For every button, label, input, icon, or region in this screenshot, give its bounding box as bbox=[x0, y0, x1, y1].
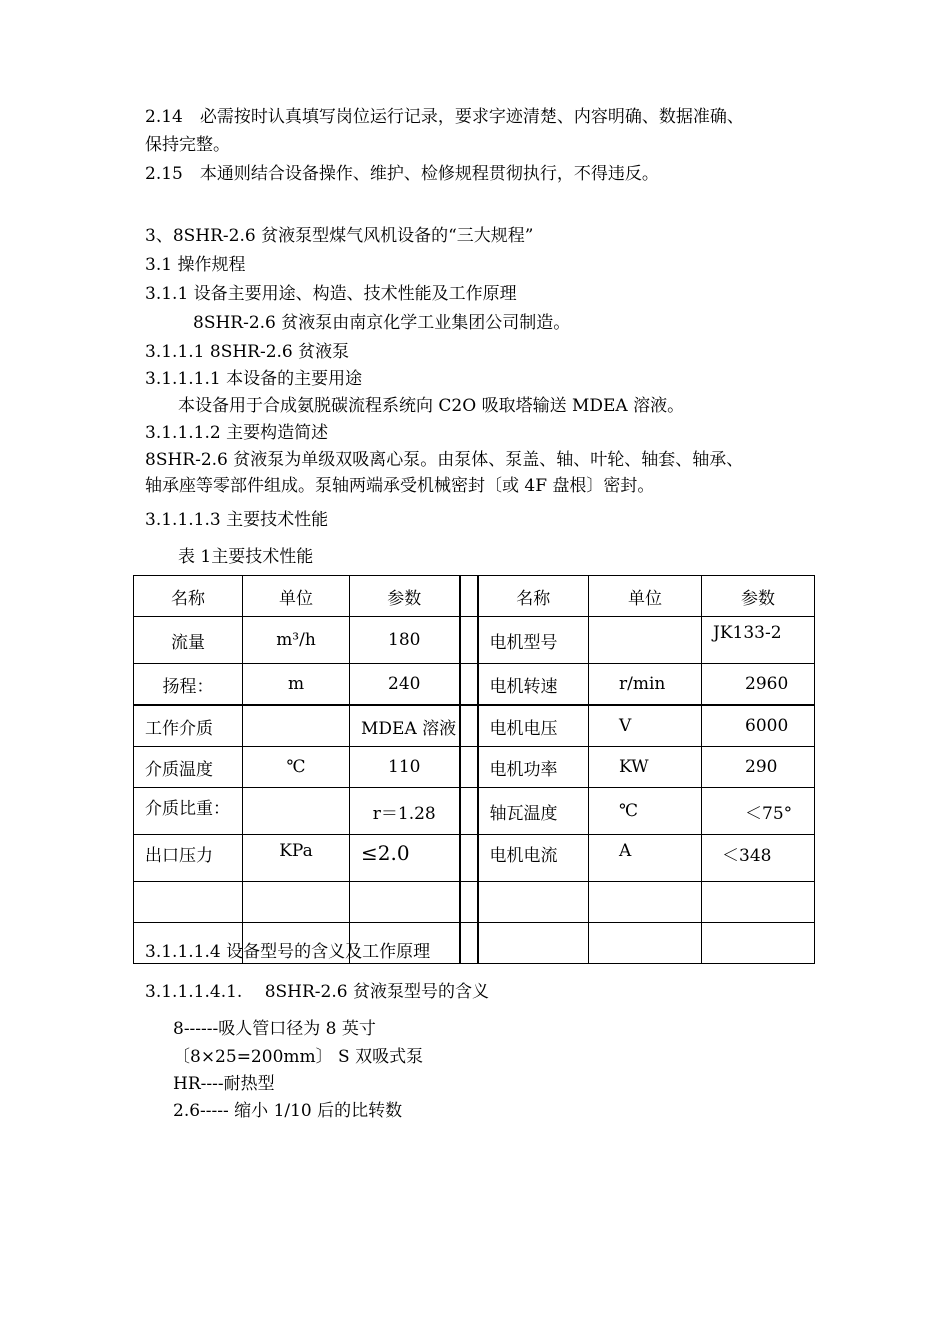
table-header-row bbox=[134, 576, 815, 617]
table-caption: 表 1主要技术性能 bbox=[178, 547, 314, 567]
table-cell: ＜348 bbox=[702, 835, 815, 882]
table-cell bbox=[350, 882, 460, 923]
table-row bbox=[134, 788, 815, 835]
section-3-1-heading: 3.1 操作规程 bbox=[145, 255, 246, 275]
table-gap bbox=[460, 835, 478, 882]
table-cell bbox=[243, 705, 350, 747]
table-cell: ℃ bbox=[589, 788, 702, 835]
table-row bbox=[134, 747, 815, 788]
technical-performance-table bbox=[133, 575, 815, 964]
table-cell: 出口压力 bbox=[134, 835, 243, 882]
table-cell bbox=[243, 882, 350, 923]
table-cell bbox=[702, 923, 815, 964]
table-row bbox=[134, 705, 815, 747]
table-cell: ℃ bbox=[243, 747, 350, 788]
table-gap bbox=[460, 747, 478, 788]
table-cell: 轴瓦温度 bbox=[478, 788, 589, 835]
table-cell: 介质比重： bbox=[134, 788, 243, 835]
table-row bbox=[134, 664, 815, 706]
table-cell: KPa bbox=[243, 835, 350, 882]
table-cell bbox=[478, 882, 589, 923]
table-cell: 电机电压 bbox=[478, 705, 589, 747]
section-3-1-1-heading: 3.1.1 设备主要用途、构造、技术性能及工作原理 bbox=[145, 284, 517, 304]
table-row bbox=[134, 835, 815, 882]
table-gap bbox=[460, 576, 478, 617]
paragraph-2-14-line1: 2.14 必需按时认真填写岗位运行记录，要求字迹清楚、内容明确、数据准确、 bbox=[145, 107, 744, 127]
table-gap bbox=[460, 617, 478, 664]
table-cell bbox=[702, 882, 815, 923]
table-row bbox=[134, 617, 815, 664]
table-cell: r/min bbox=[589, 664, 702, 706]
table-cell: 工作介质 bbox=[134, 705, 243, 747]
section-3-1-1-text: 8SHR-2.6 贫液泵由南京化学工业集团公司制造。 bbox=[193, 313, 571, 333]
model-meaning-line3: HR----耐热型 bbox=[173, 1074, 275, 1094]
table-cell: m bbox=[243, 664, 350, 706]
table-gap bbox=[460, 664, 478, 706]
table-gap bbox=[460, 705, 478, 747]
table-cell: 180 bbox=[350, 617, 460, 664]
table-cell: V bbox=[589, 705, 702, 747]
table-cell: 介质温度 bbox=[134, 747, 243, 788]
table-gap bbox=[460, 882, 478, 923]
header-param-right: 参数 bbox=[702, 576, 815, 617]
section-3-1-1-1-1-text: 本设备用于合成氨脱碳流程系统向 C2O 吸取塔输送 MDEA 溶液。 bbox=[178, 396, 685, 416]
table-cell: 电机转速 bbox=[478, 664, 589, 706]
table-cell bbox=[589, 923, 702, 964]
paragraph-2-14-line2: 保持完整。 bbox=[145, 135, 230, 155]
section-3-1-1-1-4-heading: 3.1.1.1.4 设备型号的含义及工作原理 bbox=[145, 942, 431, 962]
table-cell bbox=[478, 923, 589, 964]
table-cell: 电机电流 bbox=[478, 835, 589, 882]
section-3-1-1-1-2-text-line1: 8SHR-2.6 贫液泵为单级双吸离心泵。由泵体、泵盖、轴、叶轮、轴套、轴承、 bbox=[145, 450, 744, 470]
section-3-1-1-1-4-1-heading: 3.1.1.1.4.1. 8SHR-2.6 贫液泵型号的含义 bbox=[145, 982, 489, 1002]
table-cell: 6000 bbox=[702, 705, 815, 747]
table-gap bbox=[460, 923, 478, 964]
table-cell: m³/h bbox=[243, 617, 350, 664]
table-cell: A bbox=[589, 835, 702, 882]
table-cell: 电机型号 bbox=[478, 617, 589, 664]
section-3-1-1-1-heading: 3.1.1.1 8SHR-2.6 贫液泵 bbox=[145, 342, 350, 362]
section-3-1-1-1-1-heading: 3.1.1.1.1 本设备的主要用途 bbox=[145, 369, 363, 389]
header-name-right: 名称 bbox=[478, 576, 589, 617]
section-3-1-1-1-3-heading: 3.1.1.1.3 主要技术性能 bbox=[145, 510, 329, 530]
table-cell: 2960 bbox=[702, 664, 815, 706]
table-cell: 扬程： bbox=[134, 664, 243, 706]
table-cell: 110 bbox=[350, 747, 460, 788]
table-cell: KW bbox=[589, 747, 702, 788]
table-cell: ＜75° bbox=[702, 788, 815, 835]
model-meaning-line2: 〔8×25=200mm〕 S 双吸式泵 bbox=[173, 1047, 424, 1067]
table-cell bbox=[589, 617, 702, 664]
table-row bbox=[134, 882, 815, 923]
table-cell bbox=[243, 788, 350, 835]
table-cell: 240 bbox=[350, 664, 460, 706]
table-cell: r＝1.28 bbox=[350, 788, 460, 835]
table-cell: JK133-2 bbox=[702, 617, 815, 664]
table-gap bbox=[460, 788, 478, 835]
section-3-1-1-1-2-text-line2: 轴承座等零部件组成。泵轴两端承受机械密封〔或 4F 盘根〕密封。 bbox=[145, 476, 655, 496]
paragraph-2-15: 2.15 本通则结合设备操作、维护、检修规程贯彻执行，不得违反。 bbox=[145, 164, 659, 184]
table-cell: MDEA 溶液 bbox=[350, 705, 460, 747]
header-param-left: 参数 bbox=[350, 576, 460, 617]
header-name-left: 名称 bbox=[134, 576, 243, 617]
section-3-1-1-1-2-heading: 3.1.1.1.2 主要构造简述 bbox=[145, 423, 329, 443]
table-cell bbox=[134, 882, 243, 923]
section-3-heading: 3、8SHR-2.6 贫液泵型煤气风机设备的“三大规程” bbox=[145, 226, 534, 246]
table-cell bbox=[589, 882, 702, 923]
header-unit-right: 单位 bbox=[589, 576, 702, 617]
model-meaning-line1: 8------吸人管口径为 8 英寸 bbox=[173, 1019, 376, 1039]
model-meaning-line4: 2.6----- 缩小 1/10 后的比转数 bbox=[173, 1101, 403, 1121]
table-cell: 290 bbox=[702, 747, 815, 788]
table-cell: 电机功率 bbox=[478, 747, 589, 788]
header-unit-left: 单位 bbox=[243, 576, 350, 617]
table-cell: 流量 bbox=[134, 617, 243, 664]
table-cell: ≤2.0 bbox=[350, 835, 460, 882]
